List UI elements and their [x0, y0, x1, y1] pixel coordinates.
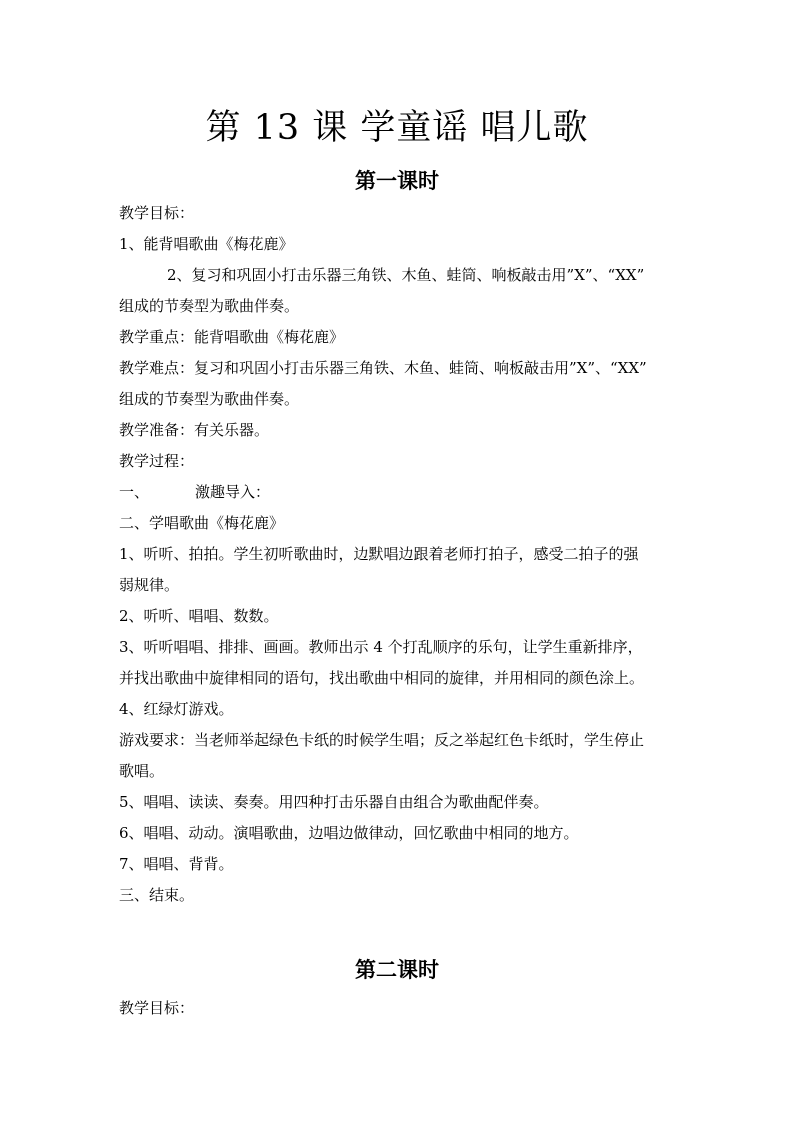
paragraph-line: 教学难点：复习和巩固小打击乐器三角铁、木鱼、蛙筒、响板敲击用”X”、“XX”	[119, 359, 647, 377]
paragraph-line: 并找出歌曲中旋律相同的语句，找出歌曲中相同的旋律，并用相同的颜色涂上。	[119, 669, 645, 687]
paragraph-line: 教学重点：能背唱歌曲《梅花鹿》	[119, 328, 345, 346]
section-body-second-lesson	[119, 993, 689, 1024]
paragraph-line: 2、复习和巩固小打击乐器三角铁、木鱼、蛙筒、响板敲击用”X”、“XX”	[167, 266, 645, 284]
paragraph-line: 1、听听、拍拍。学生初听歌曲时，边默唱边跟着老师打拍子，感受二拍子的强	[119, 545, 639, 563]
paragraph-line: 3、听听唱唱、排排、画画。教师出示 4 个打乱顺序的乐句，让学生重新排序，	[119, 638, 643, 656]
paragraph-line: 教学准备：有关乐器。	[119, 421, 270, 439]
paragraph-line: 7、唱唱、背背。	[119, 855, 234, 873]
section-heading-second-lesson: 第二课时	[355, 957, 439, 982]
paragraph-line: 歌唱。	[119, 762, 165, 780]
paragraph-line: 1、能背唱歌曲《梅花鹿》	[119, 235, 294, 253]
paragraph-line: 弱规律。	[119, 576, 180, 594]
lesson-title: 第 13 课 学童谣 唱儿歌	[205, 108, 589, 148]
paragraph-line: 三、结束。	[119, 886, 195, 904]
paragraph-line: 组成的节奏型为歌曲伴奏。	[119, 297, 300, 315]
paragraph-line: 教学目标：	[119, 999, 195, 1017]
paragraph-line: 二、学唱歌曲《梅花鹿》	[119, 514, 285, 532]
paragraph-line: 6、唱唱、动动。演唱歌曲，边唱边做律动，回忆歌曲中相同的地方。	[119, 824, 579, 842]
paragraph-line: 组成的节奏型为歌曲伴奏。	[119, 390, 300, 408]
paragraph-line: 教学目标：	[119, 204, 195, 222]
paragraph-line: 游戏要求：当老师举起绿色卡纸的时候学生唱；反之举起红色卡纸时，学生停止	[119, 731, 645, 749]
section-body-first-lesson	[119, 198, 689, 911]
paragraph-line: 教学过程：	[119, 452, 195, 470]
paragraph-line: 4、红绿灯游戏。	[119, 700, 234, 718]
section-heading-first-lesson: 第一课时	[355, 168, 439, 193]
list-item-intro	[119, 477, 689, 508]
list-text: 激趣导入：	[195, 483, 271, 501]
paragraph-line: 5、唱唱、读读、奏奏。用四种打击乐器自由组合为歌曲配伴奏。	[119, 793, 549, 811]
list-number: 一、	[119, 483, 150, 501]
paragraph-line: 2、听听、唱唱、数数。	[119, 607, 279, 625]
